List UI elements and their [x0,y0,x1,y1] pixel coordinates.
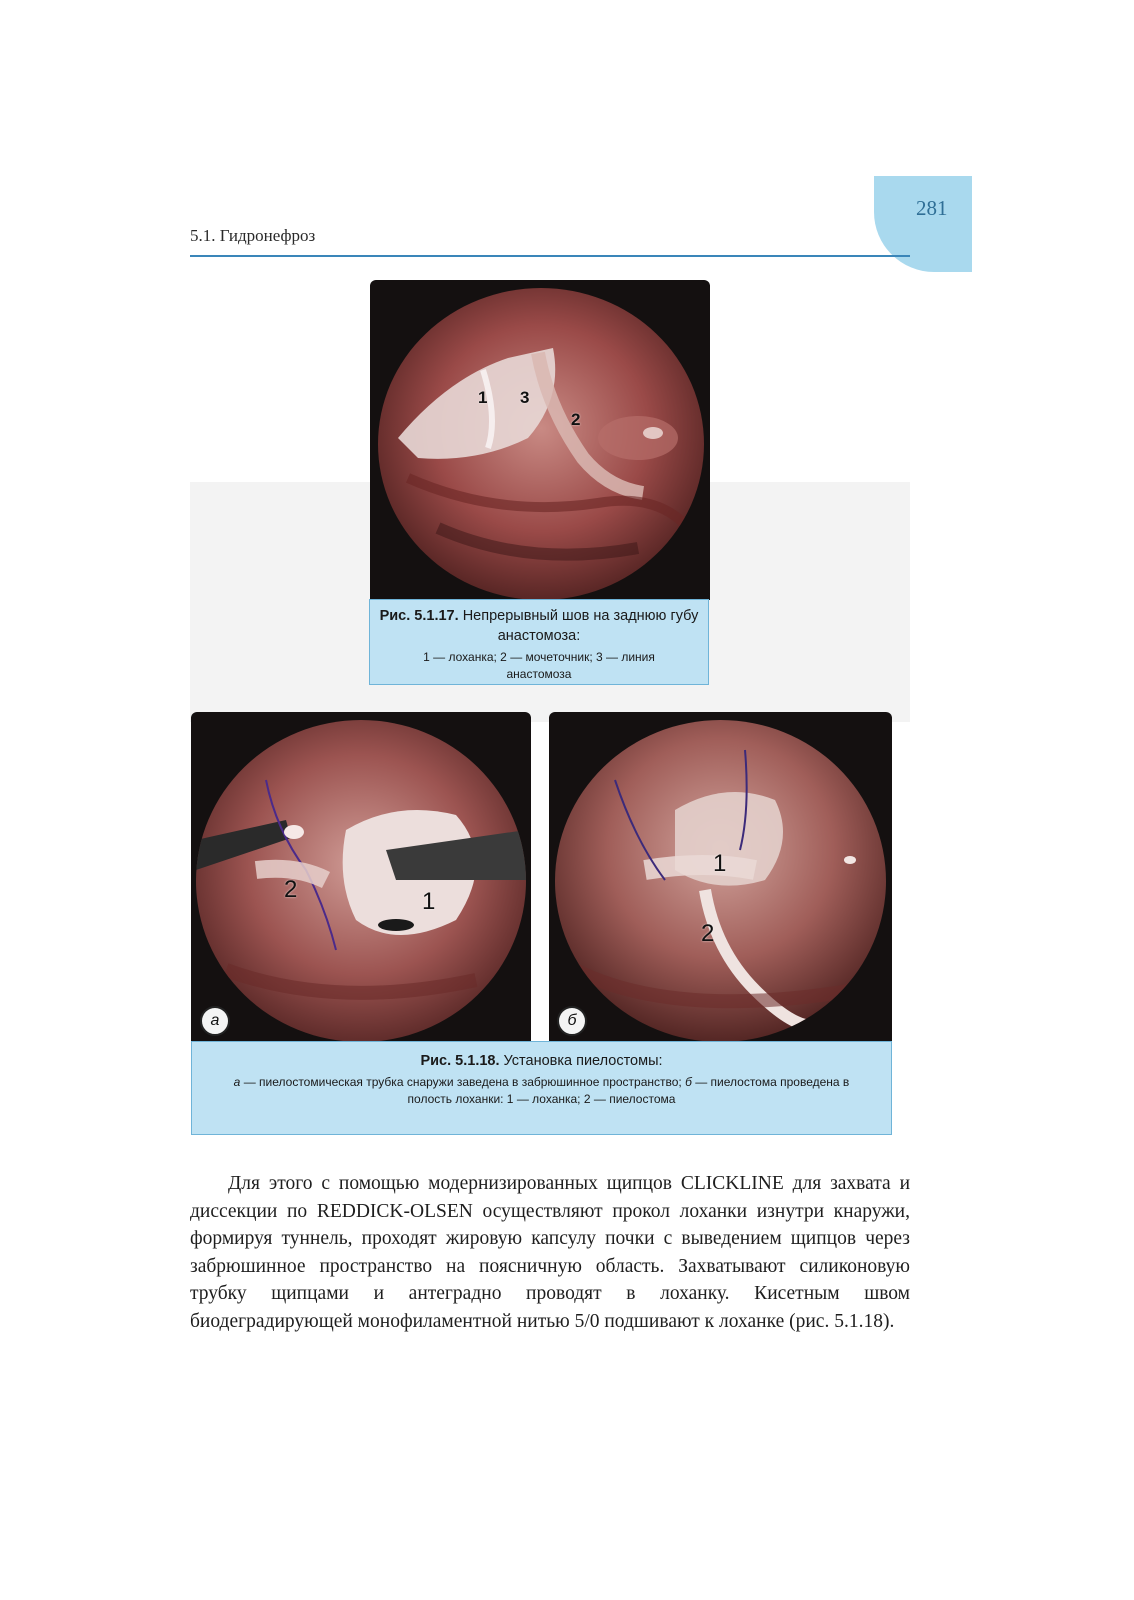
figure-18a-label-1: 1 [422,888,436,915]
endoscopic-scene-18b [555,720,886,1042]
endoscopic-scene-17 [378,288,704,600]
page-number: 281 [916,196,948,220]
figure-18b-label-1: 1 [713,850,727,877]
figure-18-caption-label: Рис. 5.1.18. [420,1053,500,1069]
figure-18b-label-2: 2 [701,920,715,947]
figure-17-caption-label: Рис. 5.1.17. [379,608,459,624]
header-rule [190,255,910,257]
figure-17-label-2: 2 [571,410,581,429]
figure-18-caption-title [192,1051,891,1071]
endoscopic-scene-18a [196,720,526,1042]
panel-badge-a: а [200,1006,230,1036]
caption-part-b-mark: б [685,1075,692,1089]
running-head: 5.1. Гидронефроз [190,226,316,245]
figure-17-caption-title [370,606,708,646]
body-paragraph: Для этого с помощью модернизированных щипцов CLICKLINE для захвата и диссекции по REDDICK-OLSEN осуществляют прокол лоханки изнутри кнаружи, формируя туннель, проходят жировую капсулу почки с выведением щипцов через забрюшинное пространство на поясничную область. Захватывают силиконовую трубку щипцами и антеградно проводят в лоханку. Кисетным швом биодеградирующей монофиламентной нитью 5/0 подшивают к лоханке (рис. 5.1.18). [190,1173,910,1332]
figure-17-photo [370,280,710,600]
caption-part-a-mark: а [233,1075,241,1089]
figure-17-label-3: 3 [520,388,530,407]
figure-17-caption-title-text: Непрерывный шов на заднюю губу анастомоза: [462,608,699,644]
figure-18-caption-body [192,1074,891,1108]
figure-18-caption [191,1041,892,1135]
panel-badge-b: б [557,1006,587,1036]
body-text [190,1170,910,1335]
caption-part-a: — пиелостомическая трубка снаружи заведена в забрюшинное пространство; [243,1075,682,1089]
figure-18-caption-title-text: Установка пиелостомы: [503,1053,663,1069]
figure-17-label-1: 1 [478,388,488,407]
figure-18a-photo [191,712,531,1042]
figure-17-caption [369,599,709,685]
caption-part-b: — пиелостома проведена в полость лоханки: 1 — лоханка; 2 — пиелостома [407,1075,850,1106]
figure-18b-photo [549,712,892,1042]
figure-17-caption-body: 1 — лоханка; 2 — мочеточник; 3 — линия анастомоза [423,650,655,681]
figure-18a-label-2: 2 [284,876,298,903]
page-number-tab [874,176,972,272]
